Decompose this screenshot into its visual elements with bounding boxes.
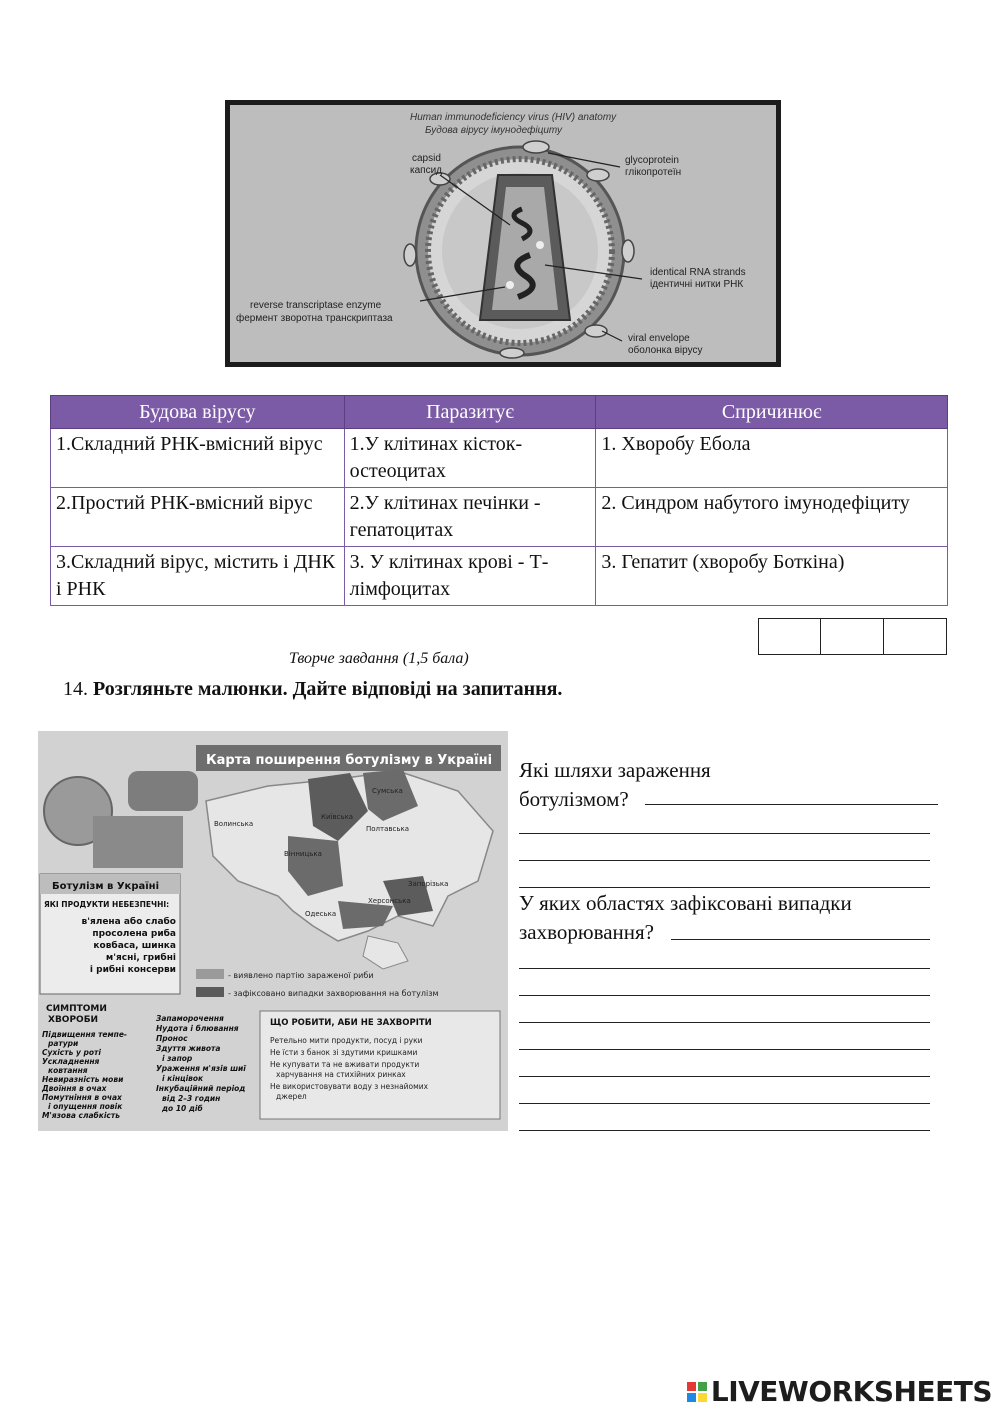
symptom-item: Здуття живота	[156, 1044, 221, 1053]
botulism-box-title: Ботулізм в Україні	[52, 881, 160, 892]
table-row	[51, 547, 948, 606]
symptom-item: Ускладнення	[42, 1057, 100, 1066]
header-causes: Спричинює	[596, 396, 948, 429]
logo-square	[698, 1393, 707, 1402]
question-1-line-1: Які шляхи зараження	[519, 758, 711, 782]
hiv-title-uk: Будова вірусу імунодефіциту	[425, 125, 563, 136]
task-number: 14.	[63, 678, 88, 700]
logo-square	[687, 1382, 696, 1391]
table-cell: 3. У клітинах крові - Т-лімфоцитах	[344, 547, 596, 606]
label-enzyme-en: reverse transcriptase enzyme	[250, 300, 382, 311]
region-label: Запорізька	[408, 880, 449, 888]
answer-line[interactable]	[671, 939, 930, 940]
symptom-item: Помутніння в очах	[42, 1093, 122, 1102]
prevent-item: Ретельно мити продукти, посуд і руки	[270, 1036, 423, 1045]
table-cell: 1.Складний РНК-вмісний вірус	[51, 429, 345, 488]
prevent-item: харчування на стихійних ринках	[276, 1070, 406, 1079]
table-cell: 3. Гепатит (хворобу Боткіна)	[596, 547, 948, 606]
question-2-line-2: захворювання?	[519, 920, 654, 944]
dangerous-item: ковбаса, шинка	[93, 941, 176, 951]
symptom-item: і запор	[162, 1054, 193, 1063]
answer-line[interactable]	[519, 1049, 930, 1050]
symptom-item: ратури	[48, 1039, 79, 1048]
symptom-item: Сухість у роті	[42, 1048, 101, 1057]
question-2-line-1: У яких областях зафіксовані випадки	[519, 891, 852, 915]
answer-line[interactable]	[519, 833, 930, 834]
logo-mark-icon	[687, 1382, 707, 1402]
label-envelope-en: viral envelope	[628, 333, 690, 344]
prevent-item: джерел	[276, 1092, 307, 1101]
symptom-item: від 2–3 годин	[162, 1094, 221, 1103]
task-text: Розгляньте малюнки. Дайте відповіді на запитання.	[93, 678, 563, 700]
legend-item: - зафіксовано випадки захворювання на ботулізм	[228, 989, 439, 998]
symptom-item: і опущення повік	[48, 1102, 123, 1111]
label-capsid-uk: капсид	[410, 165, 442, 176]
answer-line[interactable]	[645, 804, 938, 805]
label-glycoprotein-uk: глікопротеїн	[625, 167, 682, 178]
answer-line[interactable]	[519, 887, 930, 888]
symptoms-title: ХВОРОБИ	[48, 1015, 99, 1025]
hiv-diagram	[230, 105, 776, 362]
dangerous-item: м'ясні, грибні	[105, 953, 176, 963]
label-capsid-en: capsid	[412, 153, 441, 164]
header-parasitizes: Паразитує	[344, 396, 596, 429]
prevent-item: Не купувати та не вживати продукти	[270, 1060, 420, 1069]
symptom-item: Двоїння в очах	[42, 1084, 107, 1093]
answer-line[interactable]	[519, 968, 930, 969]
label-envelope-uk: оболонка вірусу	[628, 345, 703, 356]
creative-task-label: Творче завдання (1,5 бала)	[289, 650, 469, 667]
table-row	[51, 488, 948, 547]
header-structure: Будова вірусу	[51, 396, 345, 429]
prevent-item: Не їсти з банок зі здутими кришками	[270, 1048, 418, 1057]
label-rna-en: identical RNA strands	[650, 267, 746, 278]
answer-box-3[interactable]	[883, 618, 947, 655]
table-cell: 3.Складний вірус, містить і ДНК і РНК	[51, 547, 345, 606]
region-label: Вінницька	[284, 850, 322, 858]
logo-square	[687, 1393, 696, 1402]
symptom-item: Нудота і блювання	[156, 1024, 239, 1033]
liveworksheets-logo[interactable]	[687, 1375, 992, 1408]
prevent-title: ЩО РОБИТИ, АБИ НЕ ЗАХВОРІТИ	[270, 1018, 432, 1028]
answer-line[interactable]	[519, 860, 930, 861]
botulism-infographic	[38, 731, 508, 1131]
region-label: Волинська	[214, 820, 254, 828]
botulism-figure	[38, 731, 508, 1131]
symptom-item: до 10 діб	[162, 1104, 203, 1113]
map-title: Карта поширення ботулізму в Україні	[206, 753, 493, 768]
answer-boxes	[759, 618, 947, 655]
hiv-title-en: Human immunodeficiency virus (HIV) anatomy	[410, 112, 617, 123]
answer-line[interactable]	[519, 995, 930, 996]
symptom-item: ковтання	[48, 1066, 88, 1075]
question-1-line-2: ботулізмом?	[519, 787, 629, 811]
question-1	[519, 756, 949, 814]
answer-line[interactable]	[519, 1076, 930, 1077]
label-glycoprotein-en: glycoprotein	[625, 155, 679, 166]
symptom-item: Невиразність мови	[42, 1075, 124, 1084]
task-14-heading	[63, 678, 562, 701]
answer-box-1[interactable]	[758, 618, 822, 655]
answer-line[interactable]	[519, 1022, 930, 1023]
symptom-item: М'язова слабкість	[42, 1111, 120, 1120]
symptom-item: і кінцівок	[162, 1074, 204, 1083]
logo-square	[698, 1382, 707, 1391]
dangerous-item: просолена риба	[92, 929, 176, 939]
label-enzyme-uk: фермент зворотна транскриптаза	[236, 313, 393, 324]
symptom-item: Ураження м'язів шиї	[156, 1064, 246, 1073]
hiv-anatomy-figure	[225, 100, 781, 367]
region-label: Сумська	[372, 787, 403, 795]
dangerous-item: і рибні консерви	[89, 965, 176, 975]
table-row	[51, 429, 948, 488]
dangerous-item: в'ялена або слабо	[81, 917, 176, 927]
legend-item: - виявлено партію зараженої риби	[228, 971, 374, 980]
prevent-item: Не використовувати воду з незнайомих	[270, 1082, 429, 1091]
symptoms-title: СИМПТОМИ	[46, 1004, 107, 1014]
region-label: Київська	[321, 813, 354, 821]
table-header-row	[51, 396, 948, 429]
symptom-item: Запаморочення	[156, 1014, 224, 1023]
symptom-item: Інкубаційний період	[156, 1084, 246, 1093]
label-rna-uk: ідентичні нитки РНК	[650, 279, 744, 290]
region-label: Полтавська	[366, 825, 410, 833]
region-label: Херсонська	[368, 897, 411, 905]
answer-line[interactable]	[519, 1103, 930, 1104]
table-cell: 2. Синдром набутого імунодефіциту	[596, 488, 948, 547]
symptom-item: Пронос	[156, 1034, 188, 1043]
dangerous-title: ЯКІ ПРОДУКТИ НЕБЕЗПЕЧНІ:	[44, 900, 170, 909]
table-cell: 1. Хворобу Ебола	[596, 429, 948, 488]
symptom-item: Підвищення темпе-	[42, 1030, 128, 1039]
virus-matching-table	[50, 395, 948, 606]
logo-text: LIVEWORKSHEETS	[710, 1375, 992, 1408]
table-cell: 1.У клітинах кісток- остеоцитах	[344, 429, 596, 488]
answer-box-2[interactable]	[820, 618, 884, 655]
table-cell: 2.У клітинах печінки - гепатоцитах	[344, 488, 596, 547]
table-cell: 2.Простий РНК-вмісний вірус	[51, 488, 345, 547]
answer-line[interactable]	[519, 1130, 930, 1131]
region-label: Одеська	[305, 910, 337, 918]
